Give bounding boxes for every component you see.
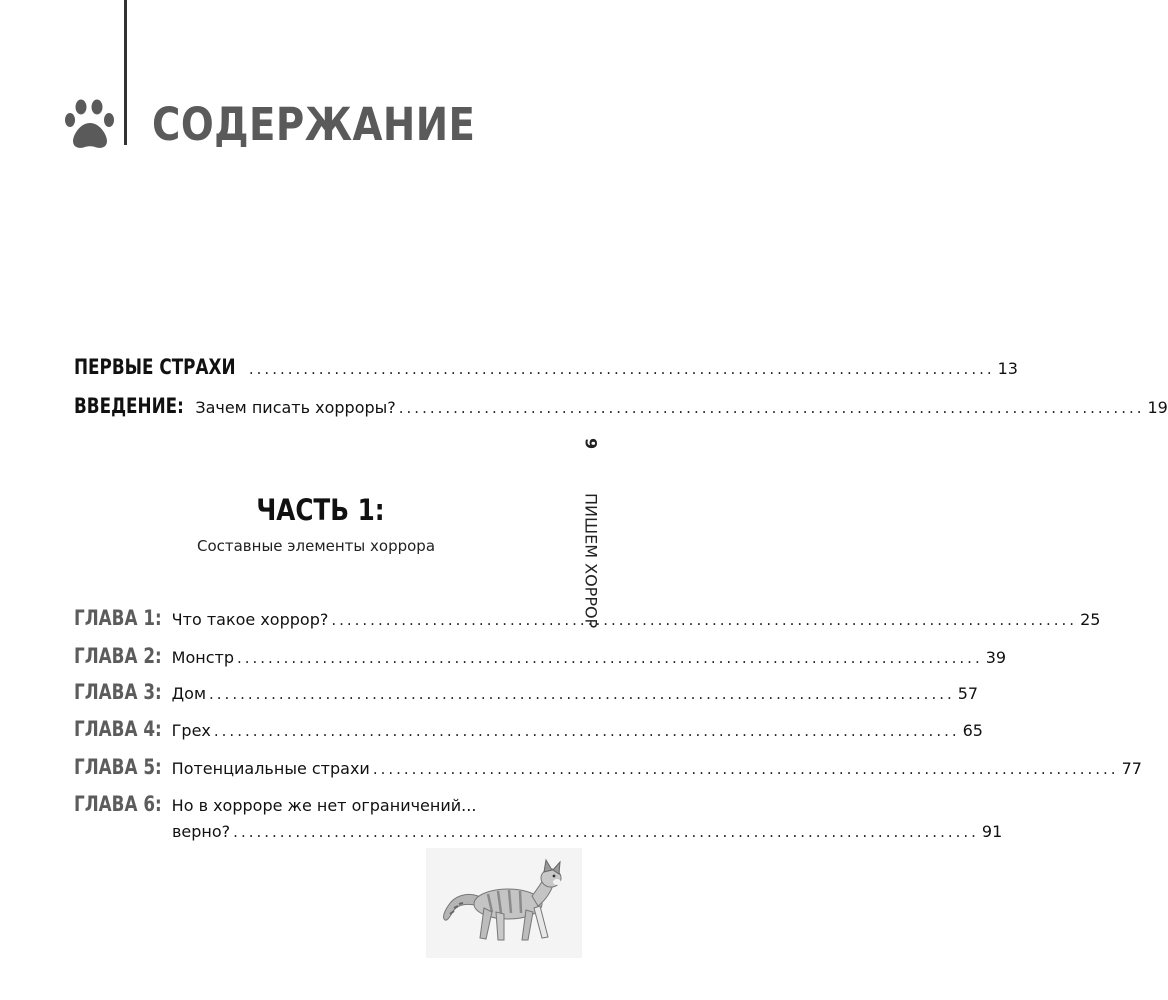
chapter-page: 91 xyxy=(981,822,1003,841)
chapter-label: ГЛАВА 6: xyxy=(74,792,162,816)
toc-entry-label: ПЕРВЫЕ СТРАХИ xyxy=(74,355,236,379)
walking-cat-illustration xyxy=(426,848,582,958)
chapter-page: 39 xyxy=(985,648,1007,667)
leader-dots: ................................................................................................ xyxy=(372,760,1119,778)
toc-entry-label: ВВЕДЕНИЕ: xyxy=(74,394,184,418)
toc-entry-chapter-2[interactable] xyxy=(74,644,1007,668)
chapter-label: ГЛАВА 1: xyxy=(74,606,162,630)
header-divider xyxy=(124,0,127,145)
toc-entry-page: 13 xyxy=(997,359,1018,378)
leader-dots: ................................................................................................ xyxy=(248,360,995,378)
paw-print-icon xyxy=(64,96,116,152)
chapter-page: 65 xyxy=(962,721,983,740)
chapter-page: 77 xyxy=(1121,759,1142,778)
toc-entry-page: 19 xyxy=(1147,398,1168,417)
leader-dots: ................................................................................................ xyxy=(233,823,979,841)
running-head xyxy=(578,438,604,628)
toc-entry-chapter-5[interactable] xyxy=(74,755,1142,779)
toc-entry-chapter-6-continuation[interactable] xyxy=(172,822,1003,841)
chapter-page: 25 xyxy=(1080,610,1101,629)
toc-entry-introduction[interactable] xyxy=(74,394,1168,418)
leader-dots: ................................................................................................ xyxy=(331,611,1078,629)
leader-dots: ................................................................................................ xyxy=(209,685,955,703)
toc-entry-chapter-3[interactable] xyxy=(74,680,979,704)
chapter-label: ГЛАВА 3: xyxy=(74,680,162,704)
leader-dots: ................................................................................................ xyxy=(213,722,960,740)
chapter-title: Но в хорроре же нет ограничений... xyxy=(171,796,477,815)
chapter-title: Потенциальные страхи xyxy=(171,759,370,778)
chapter-title: Грех xyxy=(171,721,211,740)
chapter-title: Что такое хоррор? xyxy=(171,610,329,629)
leader-dots: ................................................................................................ xyxy=(398,399,1145,417)
toc-entry-first-fears[interactable] xyxy=(74,355,1018,379)
chapter-title: Монстр xyxy=(171,648,234,667)
chapter-label: ГЛАВА 2: xyxy=(74,644,162,668)
toc-entry-chapter-4[interactable] xyxy=(74,717,983,741)
toc-entry-chapter-1[interactable] xyxy=(74,606,1101,630)
part-title: ЧАСТЬ 1: xyxy=(255,493,385,527)
part-subtitle: Составные элементы хоррора xyxy=(196,537,436,555)
toc-entry-text: Зачем писать хорроры? xyxy=(195,398,396,417)
chapter-title-continuation: верно? xyxy=(172,822,231,841)
chapter-label: ГЛАВА 5: xyxy=(74,755,162,779)
chapter-label: ГЛАВА 4: xyxy=(74,717,162,741)
page-title: СОДЕРЖАНИЕ xyxy=(152,98,476,151)
chapter-page: 57 xyxy=(957,684,979,703)
part-heading xyxy=(0,493,640,527)
leader-dots: ................................................................................................ xyxy=(236,649,983,667)
toc-entry-chapter-6[interactable] xyxy=(74,792,556,816)
book-title: ПИШЕМ ХОРРОР xyxy=(581,493,601,629)
chapter-title: Дом xyxy=(171,684,207,703)
page-number: 9 xyxy=(581,438,601,450)
